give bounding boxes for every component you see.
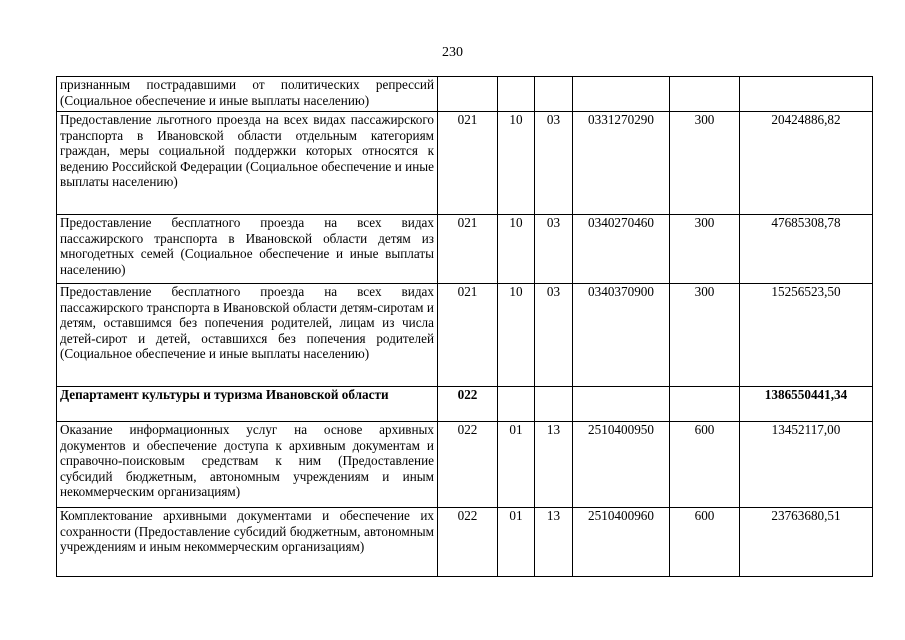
- amount-cell: 13452117,00: [740, 422, 873, 508]
- admin-code-cell: 022: [438, 387, 498, 422]
- admin-code-cell: 021: [438, 112, 498, 215]
- subsection-code-cell: 03: [535, 112, 573, 215]
- section-code-cell: 01: [498, 422, 535, 508]
- subsection-code-cell: 13: [535, 422, 573, 508]
- subsection-code-cell: [535, 387, 573, 422]
- amount-cell: 1386550441,34: [740, 387, 873, 422]
- admin-code-cell: 021: [438, 284, 498, 387]
- table-row: [57, 508, 873, 577]
- amount-cell: 47685308,78: [740, 215, 873, 284]
- subsection-code-cell: [535, 77, 573, 112]
- target-article-code-cell: 0331270290: [573, 112, 670, 215]
- target-article-code-cell: [573, 387, 670, 422]
- target-article-code-cell: 0340270460: [573, 215, 670, 284]
- section-code-cell: 10: [498, 215, 535, 284]
- table-row: [57, 215, 873, 284]
- amount-cell: 23763680,51: [740, 508, 873, 577]
- expense-type-code-cell: 300: [670, 215, 740, 284]
- section-code-cell: [498, 77, 535, 112]
- admin-code-cell: 021: [438, 215, 498, 284]
- item-name-cell: Оказание информационных услуг на основе архивных документов и обеспечение доступа к архивным документам и справочно-поисковым средствам к ним (Предоставление субсидий бюджетным, автономным учреждениям и иным некоммерческим организациям): [57, 422, 438, 508]
- amount-cell: 15256523,50: [740, 284, 873, 387]
- expense-type-code-cell: 600: [670, 422, 740, 508]
- item-name-cell: Предоставление льготного проезда на всех видах пассажирского транспорта в Ивановской области отдельным категориям граждан, меры социальной поддержки которых относятся к ведению Российской Федерации (Социальное обеспечение и иные выплаты населению): [57, 112, 438, 215]
- target-article-code-cell: 0340370900: [573, 284, 670, 387]
- admin-code-cell: [438, 77, 498, 112]
- expense-type-code-cell: [670, 387, 740, 422]
- table-row: [57, 284, 873, 387]
- section-code-cell: 01: [498, 508, 535, 577]
- target-article-code-cell: [573, 77, 670, 112]
- item-name-cell: признанным пострадавшими от политических репрессий (Социальное обеспечение и иные выплаты населению): [57, 77, 438, 112]
- table-row: [57, 422, 873, 508]
- target-article-code-cell: 2510400960: [573, 508, 670, 577]
- table-row: [57, 387, 873, 422]
- item-name-cell: Комплектование архивными документами и обеспечение их сохранности (Предоставление субсидий бюджетным, автономным учреждениям и иным некоммерческим организациям): [57, 508, 438, 577]
- subsection-code-cell: 03: [535, 284, 573, 387]
- expense-type-code-cell: [670, 77, 740, 112]
- expense-type-code-cell: 300: [670, 112, 740, 215]
- section-code-cell: 10: [498, 284, 535, 387]
- amount-cell: [740, 77, 873, 112]
- admin-code-cell: 022: [438, 422, 498, 508]
- amount-cell: 20424886,82: [740, 112, 873, 215]
- table-row: [57, 77, 873, 112]
- admin-code-cell: 022: [438, 508, 498, 577]
- budget-table: [56, 76, 873, 577]
- item-name-cell: Предоставление бесплатного проезда на всех видах пассажирского транспорта в Ивановской области детям из многодетных семей (Социальное обеспечение и иные выплаты населению): [57, 215, 438, 284]
- page-number: 230: [442, 45, 463, 60]
- table-row: [57, 112, 873, 215]
- expense-type-code-cell: 300: [670, 284, 740, 387]
- subsection-code-cell: 13: [535, 508, 573, 577]
- item-name-cell: Предоставление бесплатного проезда на всех видах пассажирского транспорта в Ивановской области детям-сиротам и детям, оставшимся без попечения родителей, лицам из числа детей-сирот и детей, оставшихся без попечения родителей (Социальное обеспечение и иные выплаты населению): [57, 284, 438, 387]
- subsection-code-cell: 03: [535, 215, 573, 284]
- section-code-cell: [498, 387, 535, 422]
- expense-type-code-cell: 600: [670, 508, 740, 577]
- item-name-cell: Департамент культуры и туризма Ивановской области: [57, 387, 438, 422]
- section-code-cell: 10: [498, 112, 535, 215]
- target-article-code-cell: 2510400950: [573, 422, 670, 508]
